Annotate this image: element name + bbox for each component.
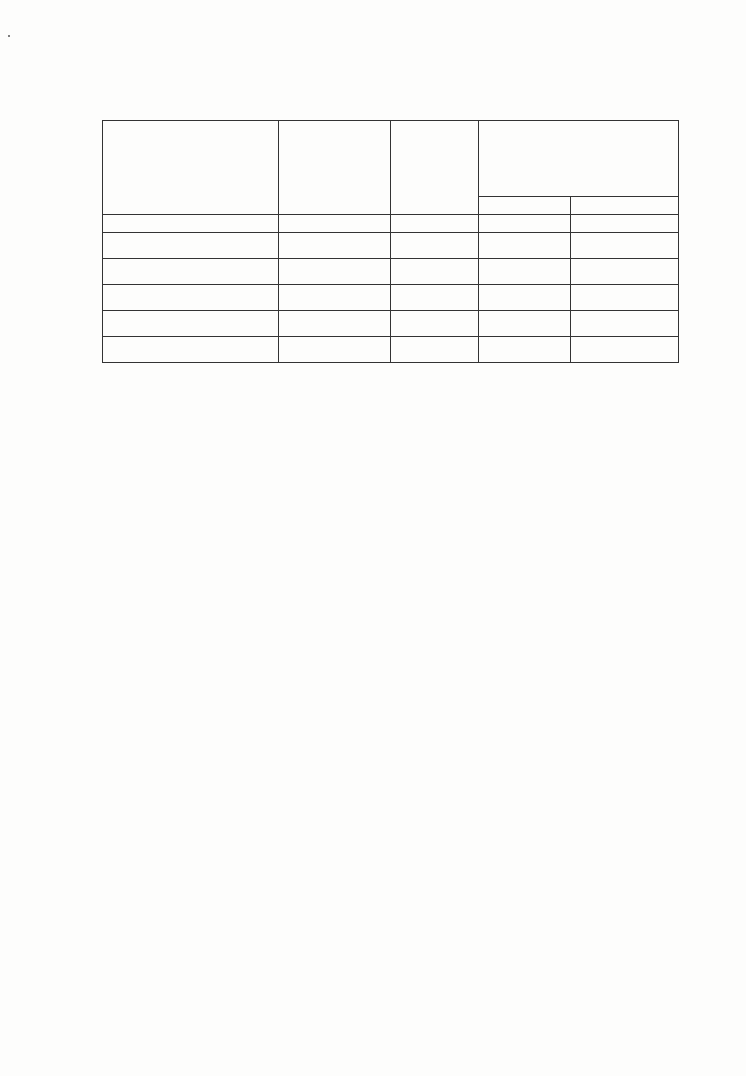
base-price-table <box>102 120 679 363</box>
header-prev-price <box>279 121 391 215</box>
index-row <box>103 215 679 233</box>
table-row <box>103 259 679 285</box>
index-cell <box>279 215 391 233</box>
pct-cell <box>571 285 679 311</box>
header-diff-abs <box>479 197 571 215</box>
header-item <box>103 121 279 215</box>
table-row <box>103 285 679 311</box>
prev-price-cell <box>279 311 391 337</box>
diff-cell <box>479 337 571 363</box>
scan-speck <box>8 35 10 37</box>
new-price-cell <box>391 285 479 311</box>
pct-cell <box>571 311 679 337</box>
pct-cell <box>571 233 679 259</box>
new-price-cell <box>391 311 479 337</box>
item-cell <box>103 285 279 311</box>
item-cell <box>103 311 279 337</box>
new-price-cell <box>391 337 479 363</box>
table-row <box>103 233 679 259</box>
prev-price-cell <box>279 233 391 259</box>
diff-cell <box>479 233 571 259</box>
index-cell <box>571 215 679 233</box>
prev-price-cell <box>279 259 391 285</box>
pct-cell <box>571 259 679 285</box>
table-row <box>103 311 679 337</box>
item-cell <box>103 337 279 363</box>
item-cell <box>103 233 279 259</box>
diff-cell <box>479 259 571 285</box>
item-cell <box>103 259 279 285</box>
header-diff <box>479 121 679 197</box>
new-price-cell <box>391 233 479 259</box>
pct-cell <box>571 337 679 363</box>
diff-cell <box>479 285 571 311</box>
index-cell-empty <box>103 215 279 233</box>
table-row <box>103 337 679 363</box>
header-diff-pct <box>571 197 679 215</box>
index-cell <box>479 215 571 233</box>
prev-price-cell <box>279 285 391 311</box>
header-new-price <box>391 121 479 215</box>
new-price-cell <box>391 259 479 285</box>
index-cell <box>391 215 479 233</box>
prev-price-cell <box>279 337 391 363</box>
diff-cell <box>479 311 571 337</box>
